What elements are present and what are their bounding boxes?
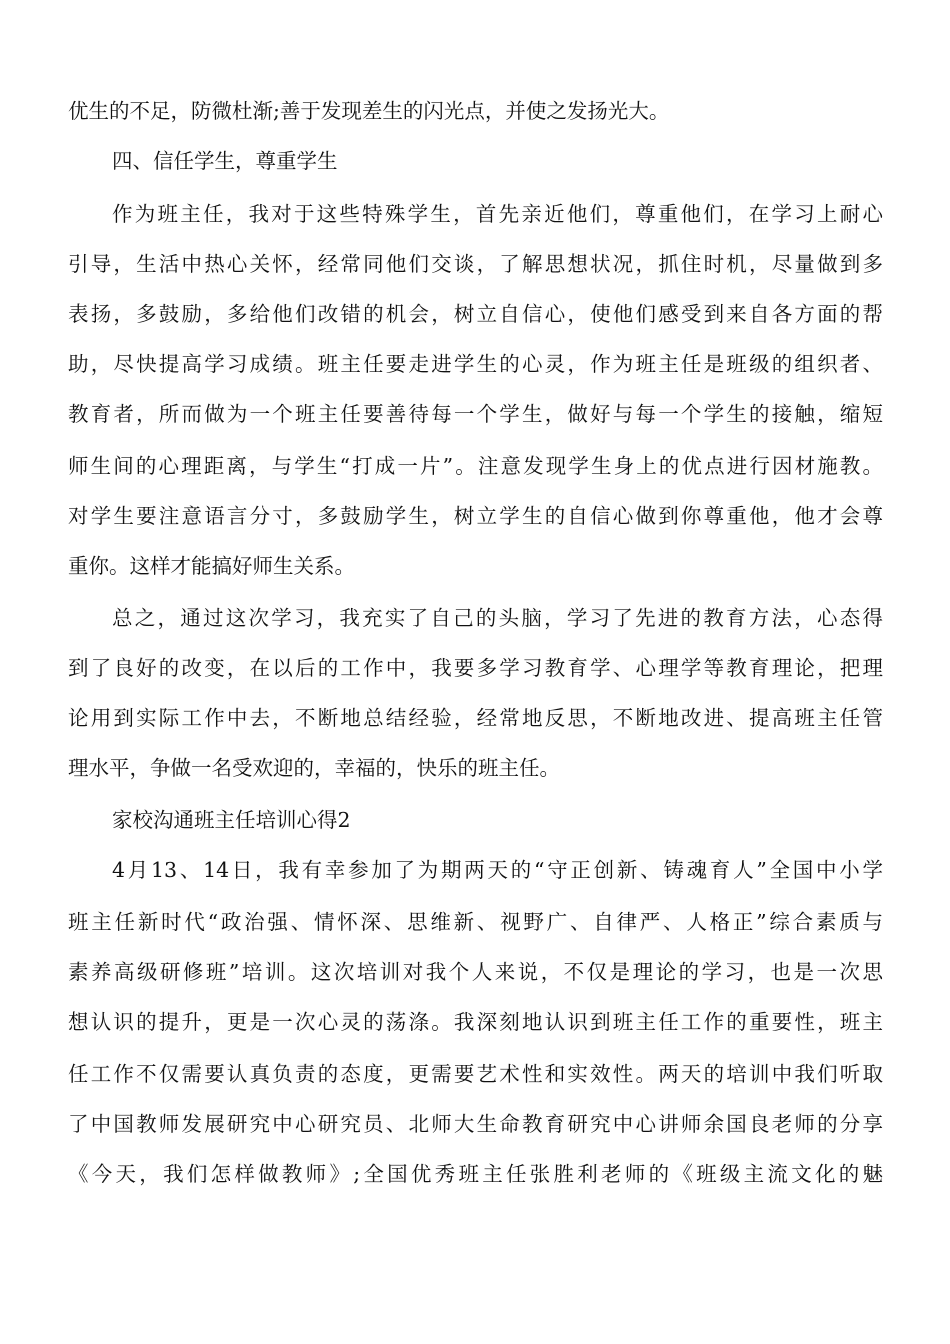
section-heading: 家校沟通班主任培训心得2 — [112, 808, 351, 832]
text-line: 表扬，多鼓励，多给他们改错的机会，树立自信心，使他们感受到来自各方面的帮 — [68, 302, 883, 326]
text-line: 4月13、14日，我有幸参加了为期两天的“守正创新、铸魂育人”全国中小学 — [112, 858, 883, 882]
text-line: 《今天，我们怎样做教师》;全国优秀班主任张胜利老师的《班级主流文化的魅 — [68, 1162, 883, 1186]
text-line: 师生间的心理距离，与学生“打成一片”。注意发现学生身上的优点进行因材施教。 — [68, 454, 883, 478]
text-line: 重你。这样才能搞好师生关系。 — [68, 554, 355, 578]
text-line: 作为班主任，我对于这些特殊学生，首先亲近他们，尊重他们，在学习上耐心 — [112, 202, 883, 226]
text-line: 引导，生活中热心关怀，经常同他们交谈，了解思想状况，抓住时机，尽量做到多 — [68, 252, 883, 276]
text-line: 教育者，所而做为一个班主任要善待每一个学生，做好与每一个学生的接触，缩短 — [68, 402, 883, 426]
text-line: 理水平，争做一名受欢迎的，幸福的，快乐的班主任。 — [68, 756, 560, 780]
text-line: 论用到实际工作中去，不断地总结经验，经常地反思，不断地改进、提高班主任管 — [68, 706, 883, 730]
text-line: 班主任新时代“政治强、情怀深、思维新、视野广、自律严、人格正”综合素质与 — [68, 910, 883, 934]
text-line: 任工作不仅需要认真负责的态度，更需要艺术性和实效性。两天的培训中我们听取 — [68, 1062, 883, 1086]
text-line: 总之，通过这次学习，我充实了自己的头脑，学习了先进的教育方法，心态得 — [112, 606, 883, 630]
text-line: 了中国教师发展研究中心研究员、北师大生命教育研究中心讲师余国良老师的分享 — [68, 1112, 883, 1136]
text-line: 助，尽快提高学习成绩。班主任要走进学生的心灵，作为班主任是班级的组织者、 — [68, 352, 883, 376]
text-line: 素养高级研修班”培训。这次培训对我个人来说，不仅是理论的学习，也是一次思 — [68, 960, 883, 984]
text-line: 想认识的提升，更是一次心灵的荡涤。我深刻地认识到班主任工作的重要性，班主 — [68, 1010, 883, 1034]
text-line: 到了良好的改变，在以后的工作中，我要多学习教育学、心理学等教育理论，把理 — [68, 656, 883, 680]
text-line: 优生的不足，防微杜渐;善于发现差生的闪光点，并使之发扬光大。 — [68, 99, 670, 123]
text-line: 对学生要注意语言分寸，多鼓励学生，树立学生的自信心做到你尊重他，他才会尊 — [68, 504, 883, 528]
section-heading: 四、信任学生，尊重学生 — [112, 149, 338, 173]
